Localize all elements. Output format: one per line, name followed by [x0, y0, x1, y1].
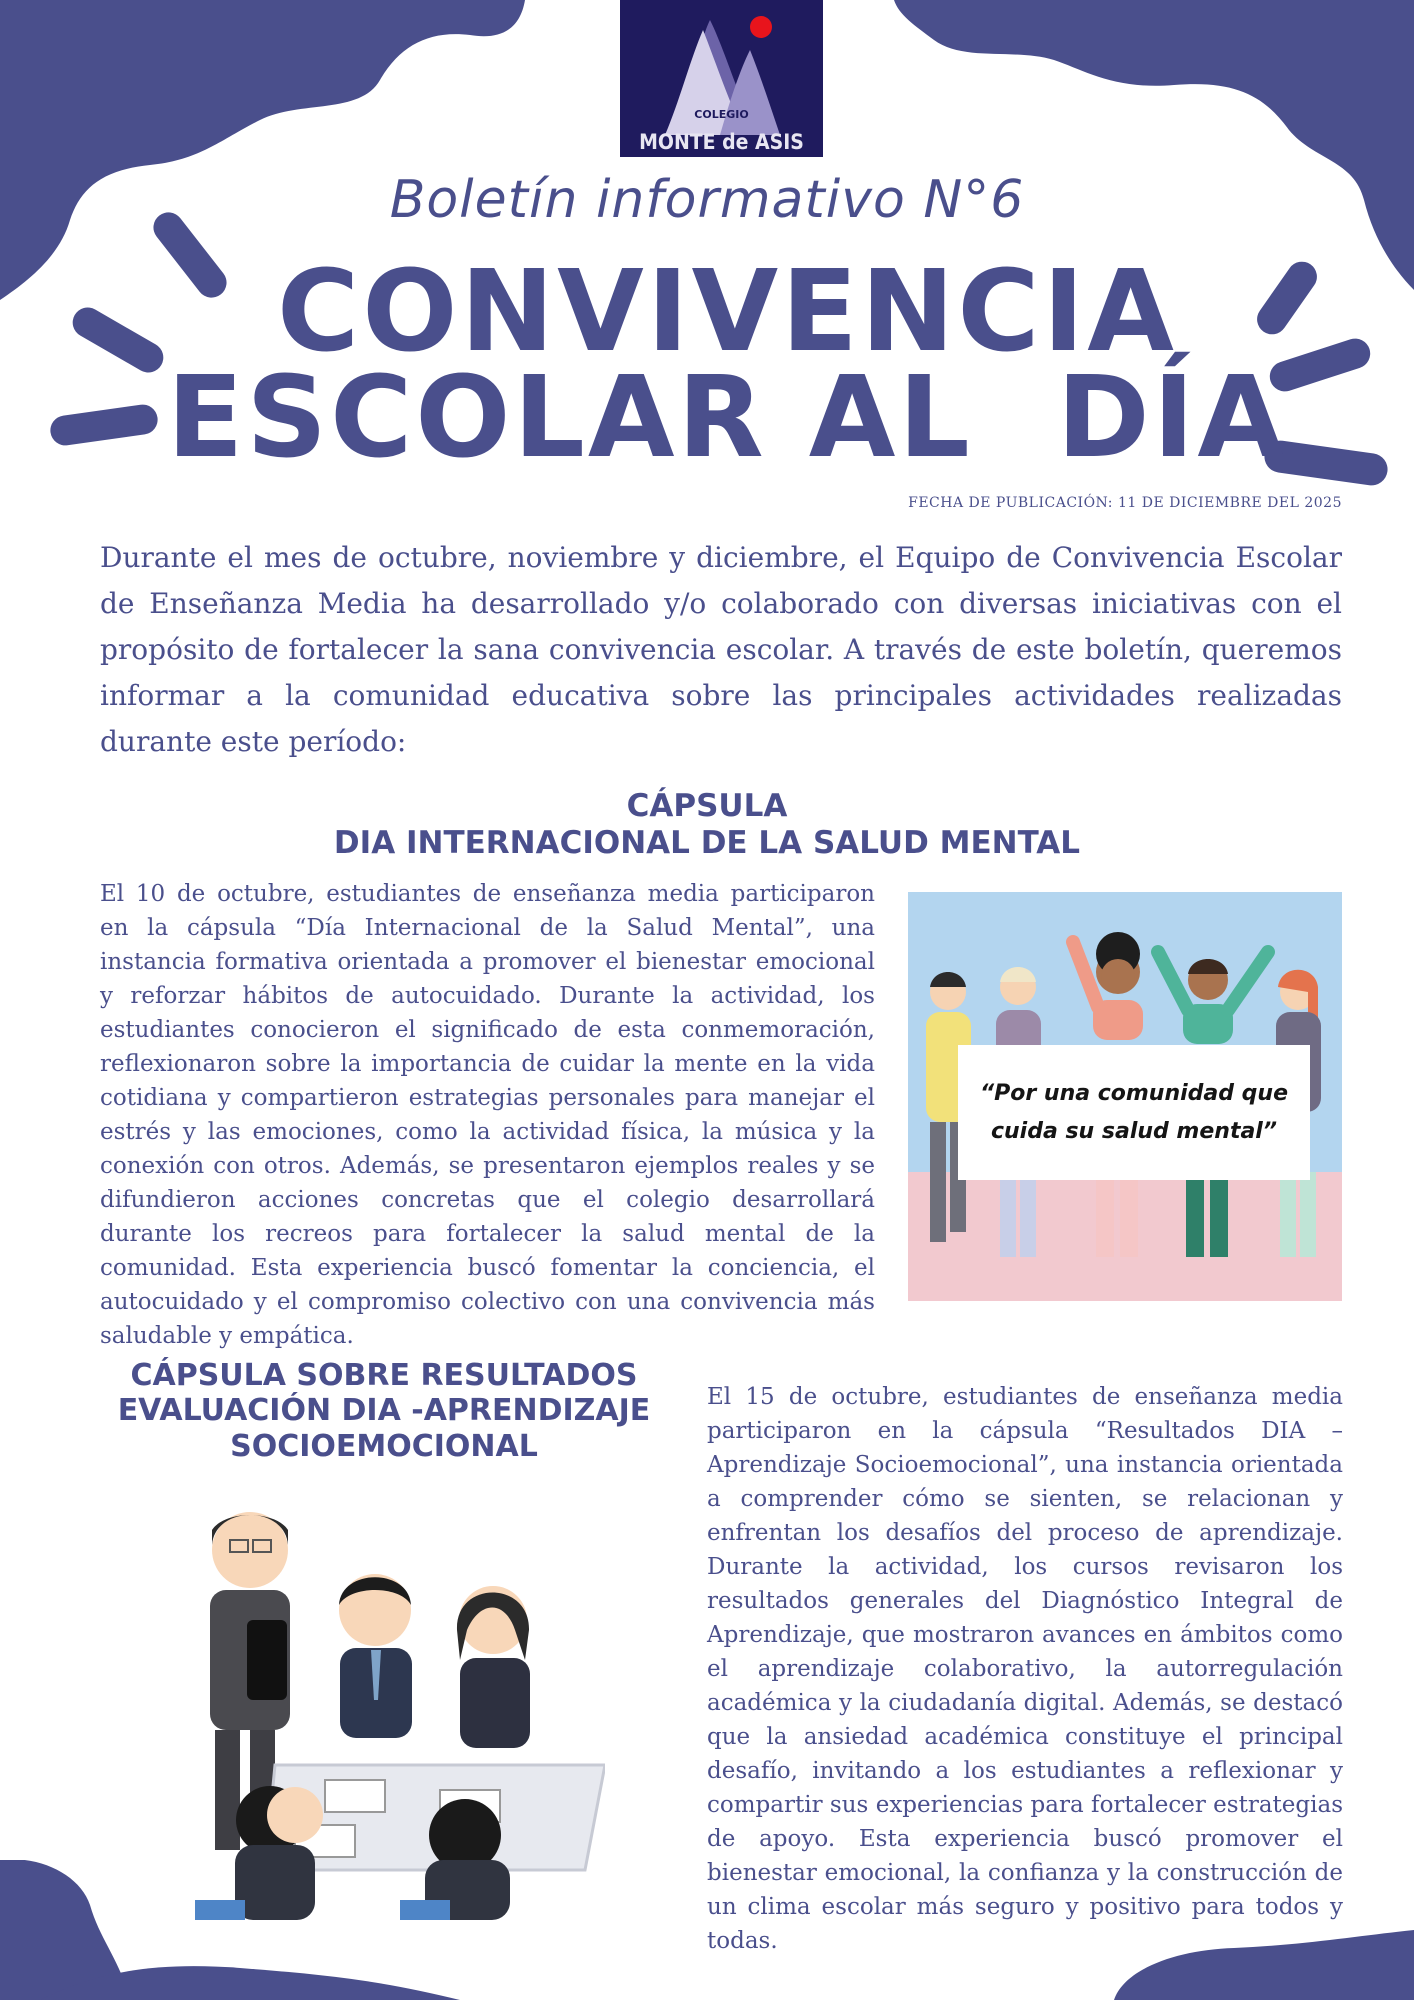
- school-logo: [620, 0, 823, 157]
- meeting-illustration: [175, 1490, 605, 1920]
- logo-sun-icon: [750, 16, 772, 38]
- section-1-body: El 10 de octubre, estudiantes de enseñanza media participaron en la cápsula “Día Internacional de la Salud Mental”, una instancia formativa orientada a promover el bienestar emocional y reforzar hábitos de autocuidado. Durante la actividad, los estudiantes conocieron el significado de esta conmemoración, reflexionaron sobre la importancia de cuidar la mente en la vida cotidiana y compartieron estrategias personales para manejar el estrés y las emociones, como la actividad física, la música y la conexión con otros. Además, se presentaron ejemplos reales y se difundieron acciones concretas que el colegio desarrollará durante los recreos para fortalecer la salud mental de la comunidad. Esta experiencia buscó fomentar la conciencia, el autocuidado y el compromiso colectivo con una convivencia más saludable y empática.: [100, 881, 875, 1349]
- section-1-title: [0, 788, 1414, 861]
- section-2-title: [100, 1358, 668, 1464]
- section-2-title-line: CÁPSULA SOBRE RESULTADOS: [130, 1358, 638, 1393]
- section-1-title-line: CÁPSULA: [626, 788, 788, 824]
- section-2-title-line: EVALUACIÓN DIA -APRENDIZAJE: [117, 1393, 651, 1429]
- section-2-title-line: SOCIOEMOCIONAL: [230, 1428, 538, 1464]
- publication-date: FECHA DE PUBLICACIÓN: 11 DE DICIEMBRE DEL 2025: [908, 495, 1342, 511]
- illustration-banner-quote: “Por una comunidad que cuida su salud mental”: [958, 1045, 1310, 1180]
- headline-line-2: ESCOLAR AL DÍA: [166, 353, 1288, 483]
- decorative-blob-bottom-center: [40, 1960, 460, 2000]
- headline-line-1: CONVIVENCIA: [277, 247, 1177, 377]
- logo-school-name: MONTE de ASIS: [639, 130, 804, 154]
- intro-paragraph: Durante el mes de octubre, noviembre y diciembre, el Equipo de Convivencia Escolar de Enseñanza Media ha desarrollado y/o colaborado con diversas iniciativas con el propósito de fortalecer la sana convivencia escolar. A través de este boletín, queremos informar a la comunidad educativa sobre las principales actividades realizadas durante este período:: [100, 541, 1342, 758]
- bulletin-subtitle: Boletín informativo N°6: [389, 170, 1025, 230]
- section-2-body: El 15 de octubre, estudiantes de enseñanza media participaron en la cápsula “Resultados DIA – Aprendizaje Socioemocional”, una instancia orientada a comprender cómo se sienten, se relacionan y enfrentan los desafíos del proceso de aprendizaje. Durante la actividad, los cursos revisaron los resultados generales del Diagnóstico Integral de Aprendizaje, que mostraron avances en ámbitos como el aprendizaje colaborativo, la autorregulación académica y la ciudadanía digital. Además, se destacó que la ansiedad académica constituye el principal desafío, invitando a los estudiantes a reflexionar y compartir sus experiencias para fortalecer estrategias de apoyo. Esta experiencia buscó promover el bienestar emocional, la confianza y la construcción de un clima escolar más seguro y positivo para todos y todas.: [707, 1384, 1343, 1954]
- logo-small-text: COLEGIO: [694, 108, 749, 121]
- section-1-title-line: DIA INTERNACIONAL DE LA SALUD MENTAL: [333, 824, 1081, 861]
